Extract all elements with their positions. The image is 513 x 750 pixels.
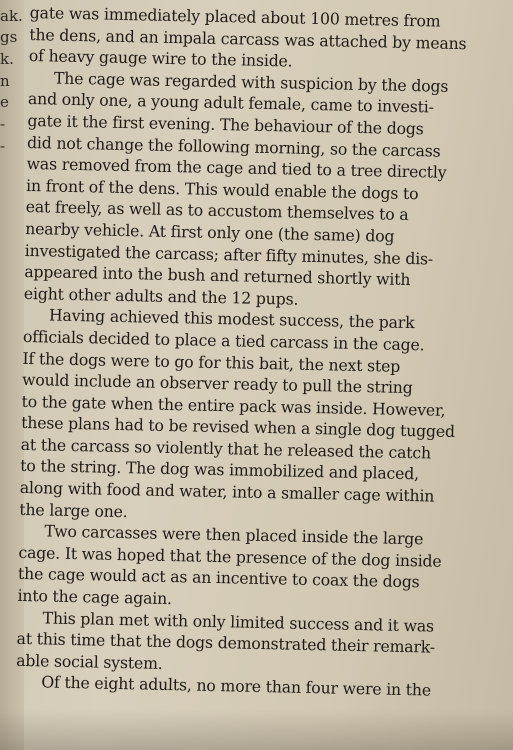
text-line: gate it the first evening. The behaviour of the dogs [27, 110, 424, 139]
body-text [16, 2, 508, 703]
text-line: along with food and water, into a smaller cage within [19, 477, 435, 506]
margin-fragment: ak. [0, 7, 23, 25]
text-line: If the dogs were to go for this bait, the next step [22, 348, 401, 376]
text-line: cage. It was hoped that the presence of the dog inside [18, 542, 442, 571]
text-line: investigated the carcass; after fifty minutes, she dis- [24, 240, 434, 269]
text-line: the large one. [19, 499, 128, 521]
text-line: was removed from the cage and tied to a tree directly [26, 154, 447, 182]
margin-fragment: - [0, 137, 6, 155]
text-line: into the cage again. [17, 585, 173, 609]
text-line: able social system. [16, 650, 163, 673]
text-line: eat freely, as well as to accustom themselves to a [25, 197, 409, 225]
text-line: eight other adults and the 12 pups. [23, 283, 299, 309]
text-line: appeared into the bush and returned shortly with [24, 262, 411, 290]
text-line: The cage was regarded with suspicion by the dogs [53, 68, 449, 96]
margin-fragment: gs [0, 28, 18, 46]
text-line: at the carcass so violently that he released the catch [20, 434, 432, 463]
text-line: the cage would act as an incentive to coax the dogs [17, 564, 420, 592]
text-line: Of the eight adults, no more than four were in the [41, 672, 432, 700]
text-line: did not change the following morning, so the carcass [26, 132, 441, 161]
text-line: nearby vehicle. At first only one (the same) dog [25, 218, 395, 246]
text-line: the dens, and an impala carcass was attached by means [29, 24, 467, 53]
text-line: Two carcasses were then placed inside the large [44, 521, 424, 549]
text-line: This plan met with only limited success and it was [42, 608, 435, 636]
text-line: Having achieved this modest success, the park [48, 305, 415, 333]
margin-fragment: e [0, 93, 9, 111]
text-line: in front of the dens. This would enable the dogs to [25, 175, 419, 203]
text-line: at this time that the dogs demonstrated their remark- [16, 629, 436, 657]
text-line: of heavy gauge wire to the inside. [28, 46, 293, 71]
text-line: to the string. The dog was immobilized and placed, [20, 456, 420, 484]
margin-fragment: n [0, 72, 10, 90]
margin-fragment: - [0, 115, 6, 133]
text-line: officials decided to place a tied carcass in the cage. [22, 326, 425, 355]
text-line: these plans had to be revised when a single dog tugged [20, 413, 456, 442]
page-shadow [0, 710, 513, 750]
text-line: and only one, a young adult female, came to investi- [27, 89, 434, 117]
text-line: gate was immediately placed about 100 metres from [29, 2, 441, 31]
text-line: to the gate when the entire pack was inside. However, [21, 391, 446, 420]
margin-fragment: k. [0, 50, 14, 68]
text-line: would include an observer ready to pull the string [21, 370, 413, 398]
